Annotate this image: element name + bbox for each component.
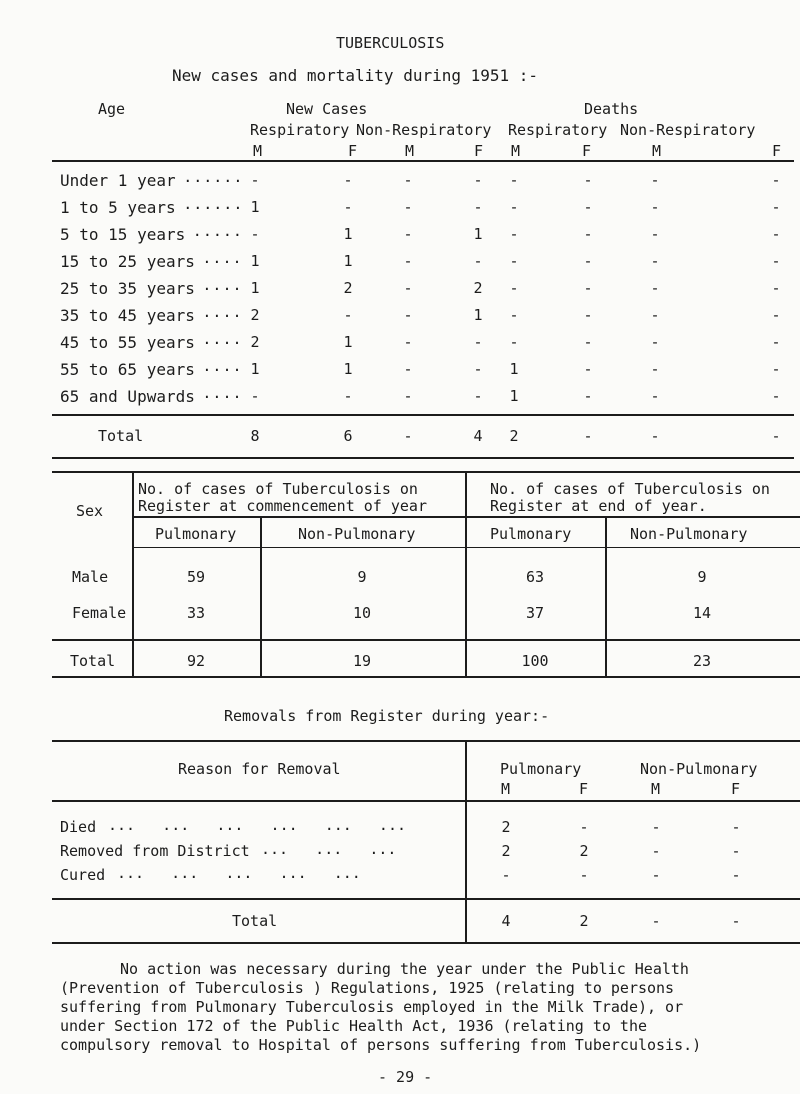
table-cell: - bbox=[473, 360, 483, 378]
table-cell: - bbox=[509, 225, 519, 243]
deaths-header: Deaths bbox=[584, 100, 639, 118]
table-cell: - bbox=[579, 818, 589, 836]
table-border bbox=[465, 740, 467, 944]
total-row-label: Total bbox=[232, 912, 278, 930]
table-cell: 1 bbox=[343, 333, 353, 351]
table-cell: - bbox=[650, 427, 660, 445]
sex-row-label: Total bbox=[70, 652, 116, 670]
age-row-label: 45 to 55 years bbox=[60, 333, 195, 352]
table-cell: - bbox=[651, 818, 661, 836]
reason-header: Reason for Removal bbox=[178, 760, 341, 778]
sex-row-label: Female bbox=[72, 604, 127, 622]
age-row-label: 25 to 35 years bbox=[60, 279, 195, 298]
table-cell: - bbox=[403, 360, 413, 378]
table-cell: 1 bbox=[509, 387, 519, 405]
leader-dots: ...... bbox=[183, 168, 244, 186]
table-cell: - bbox=[473, 198, 483, 216]
leader-dots: .... bbox=[202, 357, 243, 375]
table-cell: - bbox=[731, 866, 741, 884]
table-cell: - bbox=[650, 306, 660, 324]
table-cell: 63 bbox=[525, 568, 545, 586]
table-cell: - bbox=[731, 818, 741, 836]
table-cell: - bbox=[771, 333, 781, 351]
table-cell: - bbox=[473, 387, 483, 405]
table-cell: - bbox=[650, 279, 660, 297]
reason-row-label: Died bbox=[60, 818, 97, 836]
non-pulmonary-header: Non-Pulmonary bbox=[298, 525, 416, 543]
end-header-line1: No. of cases of Tuberculosis on bbox=[490, 480, 770, 498]
age-row-label: 5 to 15 years bbox=[60, 225, 186, 244]
table-cell: - bbox=[403, 171, 413, 189]
footnote-line: (Prevention of Tuberculosis ) Regulations, 1925 (relating to persons bbox=[60, 979, 675, 997]
table-border bbox=[52, 898, 800, 900]
table-cell: 14 bbox=[692, 604, 712, 622]
age-row-label: 15 to 25 years bbox=[60, 252, 195, 271]
table-border bbox=[52, 800, 800, 802]
table-cell: 9 bbox=[697, 568, 707, 586]
footnote-line: suffering from Pulmonary Tuberculosis employed in the Milk Trade), or bbox=[60, 998, 684, 1016]
sub-m: M bbox=[501, 780, 511, 798]
table-cell: - bbox=[771, 387, 781, 405]
table-cell: - bbox=[343, 198, 353, 216]
table-cell: 9 bbox=[357, 568, 367, 586]
table-cell: - bbox=[651, 912, 661, 930]
leader-dots: .... bbox=[202, 249, 243, 267]
table-border bbox=[52, 740, 800, 742]
divider bbox=[52, 160, 794, 162]
table-cell: 59 bbox=[186, 568, 206, 586]
table-cell: - bbox=[403, 225, 413, 243]
table-cell: 1 bbox=[473, 306, 483, 324]
table-cell: 1 bbox=[250, 279, 260, 297]
table-cell: - bbox=[771, 171, 781, 189]
table-cell: - bbox=[650, 171, 660, 189]
table-cell: - bbox=[509, 333, 519, 351]
table-cell: - bbox=[583, 252, 593, 270]
table-cell: 2 bbox=[343, 279, 353, 297]
table-cell: - bbox=[509, 279, 519, 297]
table-cell: 4 bbox=[501, 912, 511, 930]
sub-m: M bbox=[651, 780, 661, 798]
table-cell: - bbox=[583, 306, 593, 324]
new-cases-resp-header: Respiratory bbox=[250, 121, 350, 139]
table-cell: 8 bbox=[250, 427, 260, 445]
start-header-line1: No. of cases of Tuberculosis on bbox=[138, 480, 418, 498]
table-cell: - bbox=[583, 387, 593, 405]
table-cell: - bbox=[583, 198, 593, 216]
table-border bbox=[52, 676, 800, 678]
sex-header: Sex bbox=[76, 502, 104, 520]
table-cell: - bbox=[403, 387, 413, 405]
table-cell: - bbox=[403, 198, 413, 216]
new-cases-header: New Cases bbox=[286, 100, 368, 118]
table-cell: - bbox=[509, 198, 519, 216]
leader-dots: .... bbox=[202, 303, 243, 321]
table-cell: - bbox=[771, 279, 781, 297]
leader-dots: ...... bbox=[183, 195, 244, 213]
table-cell: - bbox=[731, 842, 741, 860]
reason-row-label: Removed from District bbox=[60, 842, 250, 860]
table-cell: 33 bbox=[186, 604, 206, 622]
table-cell: - bbox=[403, 252, 413, 270]
start-header-line2: Register at commencement of year bbox=[138, 497, 427, 515]
table-border bbox=[52, 639, 800, 641]
table-cell: - bbox=[771, 198, 781, 216]
table-cell: - bbox=[509, 252, 519, 270]
sub-f: F bbox=[772, 142, 782, 160]
sub-f: F bbox=[474, 142, 484, 160]
table-cell: 1 bbox=[473, 225, 483, 243]
sub-f: F bbox=[582, 142, 592, 160]
table-cell: - bbox=[343, 171, 353, 189]
table-cell: - bbox=[343, 306, 353, 324]
pulmonary-header: Pulmonary bbox=[500, 760, 582, 778]
pulmonary-header: Pulmonary bbox=[490, 525, 572, 543]
table-cell: 6 bbox=[343, 427, 353, 445]
leader-dots: ..... bbox=[192, 222, 243, 240]
table-cell: - bbox=[403, 279, 413, 297]
table-cell: - bbox=[343, 387, 353, 405]
sub-f: F bbox=[579, 780, 589, 798]
table-cell: - bbox=[250, 387, 260, 405]
table-cell: - bbox=[403, 333, 413, 351]
table-cell: 2 bbox=[473, 279, 483, 297]
table-cell: - bbox=[583, 333, 593, 351]
table-cell: - bbox=[250, 171, 260, 189]
deaths-resp-header: Respiratory bbox=[508, 121, 608, 139]
table-cell: 4 bbox=[473, 427, 483, 445]
table-cell: - bbox=[473, 171, 483, 189]
sub-m: M bbox=[511, 142, 521, 160]
table-cell: - bbox=[583, 171, 593, 189]
table-border bbox=[605, 518, 607, 678]
page-title: TUBERCULOSIS bbox=[336, 34, 445, 52]
table-cell: - bbox=[771, 252, 781, 270]
leader-dots: .... bbox=[202, 384, 243, 402]
table-cell: - bbox=[583, 427, 593, 445]
table-cell: - bbox=[771, 427, 781, 445]
table-cell: - bbox=[579, 866, 589, 884]
table-cell: 10 bbox=[352, 604, 372, 622]
sub-m: M bbox=[405, 142, 415, 160]
table-cell: - bbox=[473, 252, 483, 270]
age-row-label: 55 to 65 years bbox=[60, 360, 195, 379]
age-row-label: 35 to 45 years bbox=[60, 306, 195, 325]
divider bbox=[52, 414, 794, 416]
table-cell: 19 bbox=[352, 652, 372, 670]
table-cell: - bbox=[509, 306, 519, 324]
table-cell: - bbox=[651, 842, 661, 860]
footnote-line: compulsory removal to Hospital of persons suffering from Tuberculosis.) bbox=[60, 1036, 702, 1054]
table-cell: - bbox=[650, 360, 660, 378]
end-header-line2: Register at end of year. bbox=[490, 497, 707, 515]
table-cell: - bbox=[473, 333, 483, 351]
table-cell: - bbox=[771, 225, 781, 243]
table-cell: - bbox=[650, 387, 660, 405]
page-subtitle: New cases and mortality during 1951 :- bbox=[172, 66, 539, 85]
table-border bbox=[260, 518, 262, 678]
sub-f: F bbox=[731, 780, 741, 798]
table-cell: 2 bbox=[501, 842, 511, 860]
table-cell: 2 bbox=[250, 333, 260, 351]
non-pulmonary-header: Non-Pulmonary bbox=[630, 525, 748, 543]
leader-dots: ... ... ... ... ... ... bbox=[108, 816, 407, 834]
table-cell: 1 bbox=[250, 198, 260, 216]
table-cell: - bbox=[583, 225, 593, 243]
sex-row-label: Male bbox=[72, 568, 109, 586]
table-border bbox=[132, 471, 134, 678]
table-cell: - bbox=[403, 306, 413, 324]
table-cell: - bbox=[250, 225, 260, 243]
table-cell: - bbox=[501, 866, 511, 884]
table-cell: - bbox=[650, 225, 660, 243]
table-cell: - bbox=[771, 306, 781, 324]
table-cell: - bbox=[509, 171, 519, 189]
removals-caption: Removals from Register during year:- bbox=[224, 707, 550, 725]
reason-row-label: Cured bbox=[60, 866, 106, 884]
leader-dots: .... bbox=[202, 330, 243, 348]
table-cell: 1 bbox=[343, 225, 353, 243]
footnote-line: under Section 172 of the Public Health Act, 1936 (relating to the bbox=[60, 1017, 647, 1035]
table-cell: 1 bbox=[509, 360, 519, 378]
non-pulmonary-header: Non-Pulmonary bbox=[640, 760, 758, 778]
table-cell: 2 bbox=[250, 306, 260, 324]
table-border bbox=[52, 942, 800, 944]
table-cell: 1 bbox=[250, 360, 260, 378]
age-header: Age bbox=[98, 100, 126, 118]
sub-m: M bbox=[652, 142, 662, 160]
table-cell: 2 bbox=[501, 818, 511, 836]
footnote-line: No action was necessary during the year under the Public Health bbox=[120, 960, 689, 978]
table-cell: - bbox=[583, 360, 593, 378]
table-cell: - bbox=[771, 360, 781, 378]
total-row-label: Total bbox=[98, 427, 144, 445]
table-cell: 37 bbox=[525, 604, 545, 622]
table-cell: 23 bbox=[692, 652, 712, 670]
table-cell: - bbox=[731, 912, 741, 930]
new-cases-nonresp-header: Non-Respiratory bbox=[356, 121, 492, 139]
table-cell: 2 bbox=[579, 912, 589, 930]
table-cell: - bbox=[651, 866, 661, 884]
table-cell: - bbox=[650, 198, 660, 216]
pulmonary-header: Pulmonary bbox=[155, 525, 237, 543]
deaths-nonresp-header: Non-Respiratory bbox=[620, 121, 756, 139]
table-cell: 1 bbox=[343, 360, 353, 378]
age-row-label: Under 1 year bbox=[60, 171, 176, 190]
table-cell: 100 bbox=[521, 652, 549, 670]
table-cell: 2 bbox=[509, 427, 519, 445]
leader-dots: ... ... ... ... ... bbox=[117, 864, 361, 882]
age-row-label: 65 and Upwards bbox=[60, 387, 195, 406]
table-border bbox=[465, 471, 467, 678]
leader-dots: .... bbox=[202, 276, 243, 294]
table-cell: - bbox=[650, 252, 660, 270]
leader-dots: ... ... ... bbox=[261, 840, 397, 858]
divider bbox=[52, 457, 794, 459]
table-cell: 1 bbox=[250, 252, 260, 270]
page-number: - 29 - bbox=[378, 1068, 433, 1086]
sub-f: F bbox=[348, 142, 358, 160]
table-cell: 2 bbox=[579, 842, 589, 860]
table-cell: - bbox=[583, 279, 593, 297]
table-cell: - bbox=[403, 427, 413, 445]
table-cell: 92 bbox=[186, 652, 206, 670]
table-cell: - bbox=[650, 333, 660, 351]
sub-m: M bbox=[253, 142, 263, 160]
age-row-label: 1 to 5 years bbox=[60, 198, 176, 217]
table-border bbox=[52, 471, 800, 473]
table-cell: 1 bbox=[343, 252, 353, 270]
